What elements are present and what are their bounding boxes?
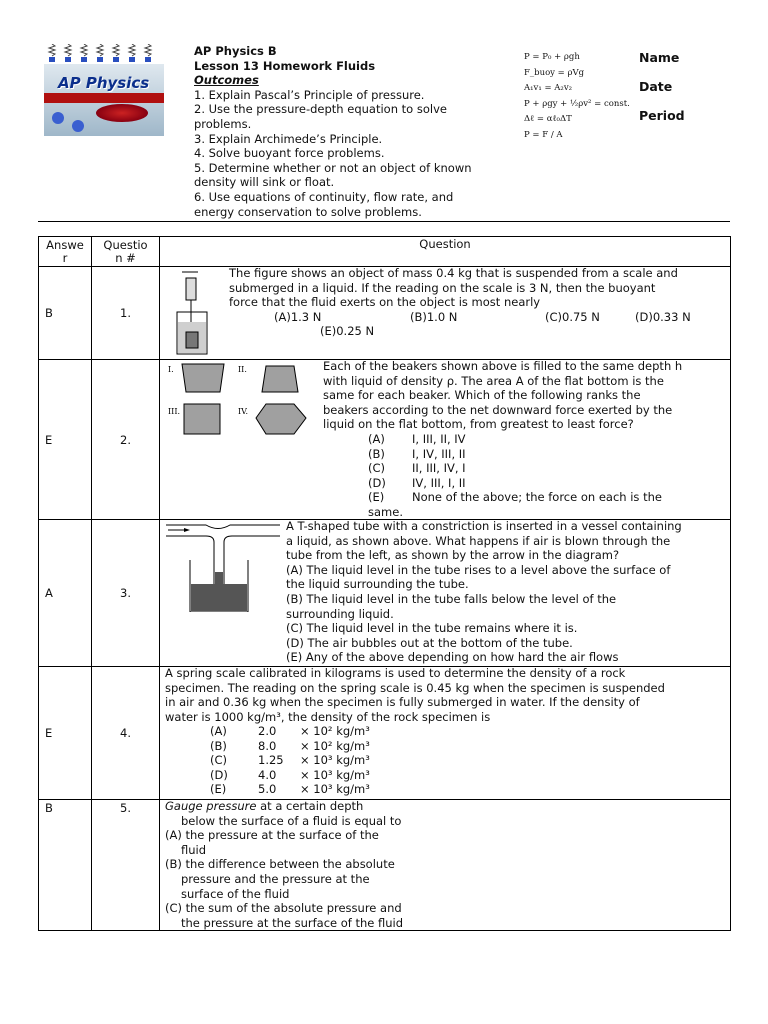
logo-text: AP Physics: [58, 74, 150, 92]
question-line: force that the fluid exerts on the object is most nearly: [229, 295, 541, 310]
answer-column-header: Answe r: [39, 237, 92, 267]
question-number-cell: 4.: [92, 667, 160, 800]
outcome-line: energy conservation to solve problems.: [194, 204, 422, 219]
question-text: [229, 266, 678, 310]
question-number-column-header: Questio n #: [92, 237, 160, 267]
t-tube-figure: [166, 522, 282, 612]
question-line: submerged in a liquid. If the reading on the scale is 3 N, then the buoyant: [229, 280, 656, 295]
option-value: 1.25: [258, 753, 284, 768]
option-letter: (B): [368, 446, 385, 461]
question-text: [323, 359, 682, 432]
option: [210, 782, 370, 797]
question-line: (C) The liquid level in the tube remains where it is.: [286, 621, 578, 636]
answer-cell: E: [39, 360, 92, 520]
option-letter: (D): [210, 767, 228, 782]
outcome-line: 5. Determine whether or not an object of known: [194, 160, 472, 175]
student-fields: [639, 43, 685, 130]
period-field-label: Period: [639, 108, 685, 123]
option: (E)0.25 N: [320, 324, 375, 338]
option: [210, 768, 370, 783]
option-letter: (E): [368, 490, 385, 505]
question-line: pressure and the pressure at the: [181, 871, 370, 886]
outcome-line: 3. Explain Archimede’s Principle.: [194, 131, 383, 146]
question-cell: [160, 800, 731, 931]
question-line: the pressure at the surface of the fluid: [181, 915, 404, 930]
outcomes-title: Outcomes: [194, 73, 259, 88]
question-text: [165, 666, 665, 724]
logo-bar: [44, 93, 164, 103]
question-line: beakers according to the net downward force exerted by the: [323, 402, 673, 417]
springs-icon: [44, 44, 164, 64]
term-italic: Gauge pressure: [165, 799, 257, 813]
logo-ball: [52, 112, 64, 124]
option: (A)1.3 N: [274, 310, 322, 324]
question-line: (B) the difference between the absolute: [165, 857, 395, 872]
outcome-line: 4. Solve buoyant force problems.: [194, 146, 385, 161]
option: [210, 753, 370, 768]
formula: P = P₀ + ρgh: [524, 52, 580, 62]
question-line: same for each beaker. Which of the following ranks the: [323, 388, 641, 403]
beaker-label: IV.: [238, 407, 249, 416]
option-text: I, III, II, IV: [412, 432, 466, 446]
name-field-label: Name: [639, 50, 680, 65]
question-line: fluid: [181, 842, 207, 857]
question-number-cell: 3.: [92, 520, 160, 667]
question-line: Each of the beakers shown above is filled to the same depth h: [323, 359, 683, 373]
formula: A₁v₁ = A₂v₂: [524, 83, 573, 93]
ap-physics-logo: [44, 44, 164, 136]
option-text: II, III, IV, I: [412, 461, 466, 476]
options-list: [368, 432, 662, 520]
question-line: surface of the fluid: [181, 886, 290, 901]
option-letter: (D): [368, 475, 386, 490]
option-value: 8.0: [258, 738, 277, 753]
homework-table: [38, 236, 731, 931]
question-line: below the surface of a fluid is equal to: [181, 813, 402, 828]
question-line: (E) Any of the above depending on how hard the air flows: [286, 650, 619, 665]
option: [210, 739, 370, 754]
question-line: A spring scale calibrated in kilograms is used to determine the density of a rock: [165, 666, 626, 680]
option-unit: × 10² kg/m³: [300, 738, 370, 753]
question-line: the liquid surrounding the tube.: [286, 577, 469, 592]
course-title: AP Physics B: [194, 44, 277, 58]
question-line: surrounding liquid.: [286, 606, 394, 621]
formula: P = F / A: [524, 129, 563, 140]
option-unit: × 10³ kg/m³: [300, 753, 370, 768]
question-line: liquid on the flat bottom, from greatest to least force?: [323, 417, 634, 432]
option-text: IV, III, I, II: [412, 475, 466, 490]
question-line-rest: at a certain depth: [256, 799, 364, 813]
answer-cell: A: [39, 520, 92, 667]
option: [368, 490, 662, 505]
question-line: with liquid of density ρ. The area A of the flat bottom is the: [323, 373, 664, 388]
table-row: [39, 360, 731, 520]
lesson-title: Lesson 13 Homework Fluids: [194, 58, 376, 73]
formula: P + ρgy + ½ρv² = const.: [524, 98, 630, 109]
option: [368, 461, 662, 476]
beakers-figure: [162, 362, 312, 442]
outcome-line: density will sink or float.: [194, 175, 335, 190]
question-line: specimen. The reading on the spring scale is 0.45 kg when the specimen is suspended: [165, 680, 665, 695]
answer-cell: E: [39, 667, 92, 800]
option-value: 5.0: [258, 782, 277, 797]
question-line: in air and 0.36 kg when the specimen is fully submerged in water. If the density of: [165, 695, 640, 710]
formula-list: [524, 50, 630, 143]
option-letter: (A): [210, 724, 227, 738]
outcome-line: 6. Use equations of continuity, flow rate, and: [194, 189, 454, 204]
table-header-row: [39, 237, 731, 267]
logo-ball: [72, 120, 84, 132]
question-line: [165, 799, 403, 814]
outcome-line: 1. Explain Pascal’s Principle of pressure.: [194, 87, 425, 102]
question-number-cell: 2.: [92, 360, 160, 520]
table-row: [39, 267, 731, 360]
question-line: A T-shaped tube with a constriction is inserted in a vessel containing: [286, 519, 682, 533]
question-line: (A) The liquid level in the tube rises to a level above the surface of: [286, 562, 671, 577]
question-cell: [160, 667, 731, 800]
option: [368, 447, 662, 462]
beaker-label: III.: [168, 407, 181, 416]
formula: F_buoy = ρVg: [524, 67, 585, 78]
question-column-header: Question: [160, 237, 731, 267]
question-number-cell: 1.: [92, 267, 160, 360]
date-field-label: Date: [639, 79, 673, 94]
option-value: 2.0: [258, 724, 277, 738]
question-line: a liquid, as shown above. What happens if air is blown through the: [286, 533, 671, 548]
header-divider: [38, 221, 730, 222]
question-cell: [160, 520, 731, 667]
option-unit: × 10² kg/m³: [300, 724, 370, 738]
beaker-label: I.: [168, 365, 174, 374]
formula: Δℓ = αℓ₀ΔT: [524, 114, 572, 124]
option: (B)1.0 N: [410, 310, 458, 324]
beaker-label: II.: [238, 365, 247, 374]
question-cell: [160, 360, 731, 520]
question-cell: [160, 267, 731, 360]
question-line: The figure shows an object of mass 0.4 kg that is suspended from a scale and: [229, 266, 678, 280]
question-number-cell: 5.: [92, 800, 160, 931]
option-text: None of the above; the force on each is the: [412, 490, 662, 505]
option: (D)0.33 N: [635, 310, 691, 324]
question-text: [165, 799, 403, 930]
option-continuation: same.: [368, 504, 403, 519]
question-line: water is 1000 kg/m³, the density of the rock specimen is: [165, 709, 491, 724]
option-value: 4.0: [258, 767, 277, 782]
option-letter: (C): [368, 461, 386, 476]
table-row: [39, 800, 731, 931]
option-letter: (E): [210, 782, 227, 797]
option-unit: × 10³ kg/m³: [300, 782, 370, 797]
option: (C)0.75 N: [545, 310, 600, 324]
logo-disk: [96, 104, 148, 122]
question-line: (C) the sum of the absolute pressure and: [165, 901, 402, 916]
option: [368, 432, 662, 447]
question-text: [286, 519, 682, 665]
option-text: I, IV, III, II: [412, 446, 466, 461]
option-letter: (B): [210, 738, 227, 753]
scale-figure: [174, 270, 220, 356]
answer-cell: B: [39, 800, 92, 931]
option-unit: × 10³ kg/m³: [300, 767, 370, 782]
question-line: tube from the left, as shown by the arrow in the diagram?: [286, 548, 620, 563]
options-list: [210, 724, 370, 797]
option-letter: (A): [368, 432, 385, 446]
outcome-line: 2. Use the pressure-depth equation to solve: [194, 102, 447, 117]
option: [210, 724, 370, 739]
question-line: (B) The liquid level in the tube falls below the level of the: [286, 591, 617, 606]
table-row: [39, 520, 731, 667]
question-line: (A) the pressure at the surface of the: [165, 828, 379, 843]
header-block: [194, 44, 472, 219]
option: [368, 476, 662, 491]
table-row: [39, 667, 731, 800]
outcome-line: problems.: [194, 116, 252, 131]
option-letter: (C): [210, 753, 228, 768]
question-line: (D) The air bubbles out at the bottom of the tube.: [286, 635, 573, 650]
answer-cell: B: [39, 267, 92, 360]
